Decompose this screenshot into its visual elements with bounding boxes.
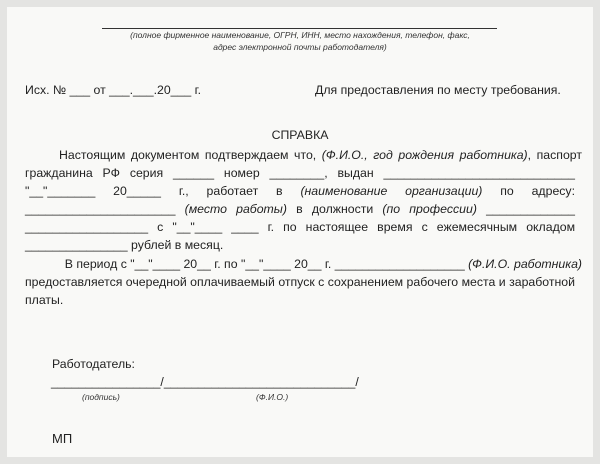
placeholder-fio-birth: (Ф.И.О., год рождения работника) [321,148,528,162]
para2-line2 [25,275,575,290]
text: г., [178,184,189,198]
document-page [7,7,593,457]
text: гражданина [25,166,93,180]
blank: ______________________ [25,202,176,216]
placeholder-organization: (наименование организации) [300,184,483,198]
blank: "__"____ [172,220,223,234]
blank: ____________________________ [383,166,576,180]
para1-line6: _______________ рублей в месяц. [25,238,224,252]
text: , паспорт [527,148,582,162]
name-caption: (Ф.И.О.) [256,392,289,402]
text: предоставляется очередной оплачиваемый отпуск с сохранением рабочего места и заработной [25,275,575,289]
para1-line5 [25,220,575,235]
text: по [283,220,297,234]
text: выдан [337,166,374,180]
text: окладом [526,220,576,234]
placeholder-workplace: (место работы) [184,202,287,216]
text: в должности [296,202,374,216]
blank: "__"_______ [25,184,96,198]
para2-line3: платы. [25,293,64,307]
text: адресу: [531,184,575,198]
employer-caption-2: адрес электронной почты работодателя) [213,42,387,52]
employer-name-line [102,28,497,29]
employer-label: Работодатель: [52,357,135,371]
text: ежемесячным [436,220,518,234]
text: по [500,184,514,198]
blank: 20_____ [113,184,161,198]
text: время [377,220,413,234]
text: настоящее [305,220,369,234]
placeholder-employee-fio: (Ф.И.О. работника) [468,257,582,271]
text: РФ [102,166,120,180]
signature-line: ________________/____________________________/ [51,375,359,389]
text: с [421,220,428,234]
blank: ____ [231,220,259,234]
employer-caption-1: (полное фирменное наименование, ОГРН, ИНН, место нахождения, телефон, факс, [130,30,470,40]
text: В период с "__"____ 20__ г. по "__"____ 20__ г. ___________________ [64,257,469,271]
signature-caption: (подпись) [82,392,120,402]
text: номер [223,166,260,180]
text: работает [206,184,259,198]
stamp-place: МП [52,431,73,446]
para1-line1 [59,148,582,163]
text: Настоящим документом подтверждаем что, [59,148,322,162]
blank: __________________ [25,220,149,234]
blank: _____________ [486,202,576,216]
para2-line1 [57,257,582,272]
blank: ________, [269,166,328,180]
para1-line2 [25,166,575,181]
text: серия [129,166,164,180]
blank: ______ [173,166,215,180]
document-title: СПРАВКА [271,128,329,142]
para1-line4 [25,202,575,217]
placeholder-profession: (по профессии) [382,202,477,216]
text: с [157,220,164,234]
purpose-text: Для предоставления по месту требования. [315,83,561,97]
text: в [276,184,283,198]
para1-line3 [25,184,575,199]
text: г. [267,220,275,234]
outgoing-number: Исх. № ___ от ___.___.20___ г. [25,83,202,97]
